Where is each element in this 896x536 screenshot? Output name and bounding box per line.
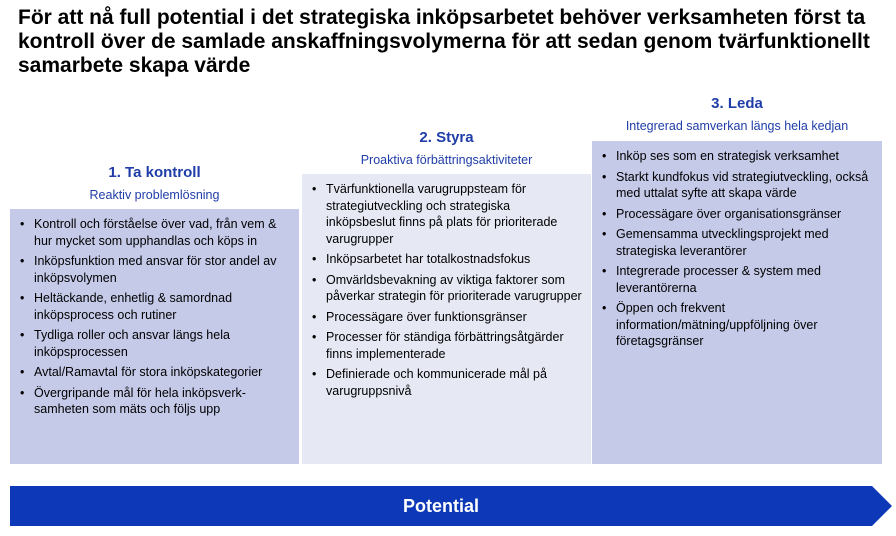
stage-2-subtitle: Proaktiva förbättringsaktiviteter <box>360 153 533 167</box>
list-item <box>310 272 583 305</box>
list-item-text: Inköpsfunktion med ansvar för stor andel av inköpsvolymen <box>34 254 277 285</box>
list-item-text: Processer för ständiga förbättringsåtgärder finns implementerade <box>326 330 564 361</box>
bullet-icon: • <box>312 330 317 344</box>
bullet-icon: • <box>312 252 317 266</box>
list-item <box>18 327 291 360</box>
list-item <box>600 226 874 259</box>
list-item <box>600 206 874 223</box>
list-item-text: Inköp ses som en strategisk verksamhet <box>616 149 840 163</box>
bullet-icon: • <box>602 264 607 278</box>
potential-arrow <box>10 486 892 526</box>
bullet-icon: • <box>20 328 25 342</box>
stage-3-name: 3. Leda <box>711 95 763 112</box>
bullet-icon: • <box>602 227 607 241</box>
list-item <box>310 181 583 247</box>
stage-3-subtitle: Integrerad samverkan längs hela kedjan <box>625 119 849 133</box>
stage-1-list <box>18 216 291 418</box>
stage-1-heading <box>10 164 299 203</box>
list-item-text: Heltäckande, enhetlig & samordnad inköpsprocess och rutiner <box>34 291 233 322</box>
list-item-text: Gemensamma utvecklingsprojekt med strategiska leverantörer <box>616 227 829 258</box>
bullet-icon: • <box>312 182 317 196</box>
bullet-icon: • <box>20 385 25 400</box>
list-item-text: Omvärldsbevakning av viktiga faktorer som påverkar strategin för prioriterade varugrupper <box>326 272 582 303</box>
list-item-text: Tydliga roller och ansvar längs hela inköpsprocessen <box>34 328 230 359</box>
list-item-text: Kontroll och förståelse över vad, från vem & hur mycket som upphandlas och köps in <box>34 217 277 248</box>
list-item-text: Öppen och frekvent information/mätning/uppföljning över företagsgränser <box>616 301 818 348</box>
list-item-text: Processägare över funktionsgränser <box>326 309 527 324</box>
list-item <box>18 385 291 418</box>
bullet-icon: • <box>312 367 317 381</box>
stage-1-box <box>10 209 299 464</box>
list-item-text: Tvärfunktionella varugruppsteam för strategiutveckling och strategiska inköpsbeslut finns på plats för prioriterade varugrupper <box>326 182 558 246</box>
stage-2-list <box>310 181 583 399</box>
list-item <box>18 216 291 249</box>
list-item <box>310 251 583 268</box>
stage-3-heading <box>592 95 882 134</box>
list-item <box>600 263 874 296</box>
stage-1-name: 1. Ta kontroll <box>108 164 201 181</box>
stage-1-subtitle: Reaktiv problemlösning <box>89 188 220 202</box>
bullet-icon: • <box>602 206 607 221</box>
stage-3-box <box>592 141 882 464</box>
list-item-text: Integrerade processer & system med leverantörerna <box>616 264 821 295</box>
list-item <box>310 309 583 326</box>
list-item <box>310 329 583 362</box>
list-item <box>18 364 291 381</box>
bullet-icon: • <box>20 217 25 231</box>
list-item-text: Processägare över organisationsgränser <box>616 206 842 221</box>
list-item-text: Avtal/Ramavtal för stora inköpskategorier <box>34 365 263 379</box>
bullet-icon: • <box>312 272 317 287</box>
stage-2-heading <box>302 129 591 168</box>
list-item <box>18 253 291 286</box>
bullet-icon: • <box>602 169 607 184</box>
list-item <box>600 300 874 350</box>
list-item-text: Inköpsarbetet har totalkostnadsfokus <box>326 252 531 266</box>
list-item-text: Starkt kundfokus vid strategiutveckling, också med uttalat syfte att skapa värde <box>616 169 869 200</box>
bullet-icon: • <box>20 365 25 379</box>
list-item <box>310 366 583 399</box>
list-item <box>18 290 291 323</box>
bullet-icon: • <box>312 309 317 324</box>
bullet-icon: • <box>602 149 607 163</box>
stage-3-list <box>600 148 874 350</box>
list-item-text: Definierade och kommunicerade mål på varugruppsnivå <box>326 367 547 398</box>
stage-2-name: 2. Styra <box>419 129 474 146</box>
bullet-icon: • <box>20 291 25 305</box>
list-item <box>600 169 874 202</box>
potential-label: Potential <box>402 496 479 516</box>
list-item <box>600 148 874 165</box>
slide-title: För att nå full potential i det strategiska inköpsarbetet behöver verksamheten först ta kontroll över de samlade anskaffningsvolymerna för att sedan genom tvärfunktionellt samarbete skapa värde <box>18 6 870 77</box>
stage-2-box <box>302 174 591 464</box>
list-item-text: Övergripande mål för hela inköpsverk-samheten som mäts och följs upp <box>34 385 246 416</box>
bullet-icon: • <box>20 254 25 268</box>
bullet-icon: • <box>602 301 607 315</box>
